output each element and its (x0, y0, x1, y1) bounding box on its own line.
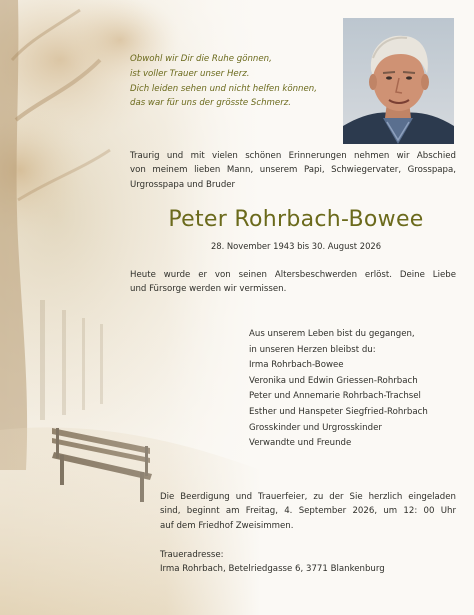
mourning-address (160, 548, 456, 577)
family-line: Esther und Hanspeter Siegfried-Rohrbach (249, 406, 428, 417)
ceremony-line: auf dem Friedhof Zweisimmen. (160, 520, 294, 531)
intro-line: Traurig und mit vielen schönen Erinnerungen nehmen wir Abschied (130, 151, 456, 161)
poem-line: Obwohl wir Dir die Ruhe gönnen, (130, 54, 272, 64)
family-line: Verwandte und Freunde (249, 438, 352, 449)
life-dates: 28. November 1943 bis 30. August 2026 (210, 241, 382, 251)
intro-line: von meinem lieben Mann, unserem Papi, Schwiegervater, Grosspapa, (130, 165, 456, 176)
portrait-photo (343, 18, 454, 144)
intro-line: Urgrosspapa und Bruder (130, 179, 236, 190)
family-line: Aus unserem Leben bist du gegangen, (249, 329, 415, 339)
memorial-poem (130, 52, 340, 111)
family-line: in unseren Herzen bleibst du: (249, 344, 376, 355)
poem-line: das war für uns der grösste Schmerz. (130, 98, 291, 109)
poem-line: ist voller Trauer unser Herz. (130, 68, 250, 79)
address-value: Irma Rohrbach, Betelriedgasse 6, 3771 Blankenburg (160, 564, 385, 575)
ceremony-line: sind, beginnt am Freitag, 4. September 2026, um 12: 00 Uhr (160, 506, 456, 517)
family-line: Irma Rohrbach-Bowee (249, 360, 344, 371)
family-list (249, 327, 459, 452)
ceremony-line: Die Beerdigung und Trauerfeier, zu der Sie herzlich eingeladen (160, 492, 456, 502)
deceased-name: Peter Rohrbach-Bowee (168, 207, 424, 232)
funeral-ceremony-info (160, 490, 456, 533)
family-line: Veronika und Edwin Griessen-Rohrbach (249, 375, 418, 386)
farewell-intro (130, 149, 456, 192)
family-line: Grosskinder und Urgrosskinder (249, 422, 382, 433)
release-message (130, 268, 456, 297)
address-label: Traueradresse: (160, 550, 224, 560)
family-line: Peter und Annemarie Rohrbach-Trachsel (249, 391, 421, 402)
message-line: und Fürsorge werden wir vermissen. (130, 284, 287, 295)
poem-line: Dich leiden sehen und nicht helfen können, (130, 83, 317, 94)
message-line: Heute wurde er von seinen Altersbeschwerden erlöst. Deine Liebe (130, 270, 456, 280)
